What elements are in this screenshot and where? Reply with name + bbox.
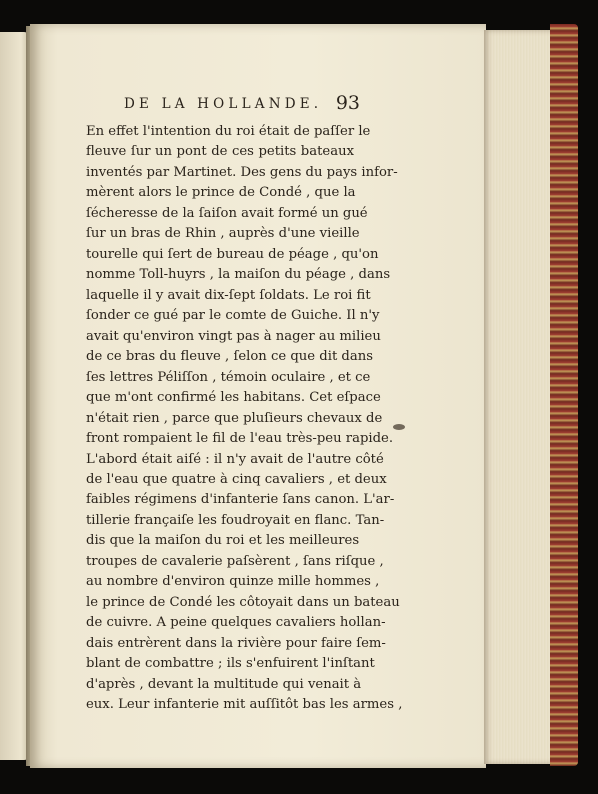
text-line: mèrent alors le prince de Condé , que la <box>86 185 356 201</box>
text-line: inventés par Martinet. Des gens du pays infor- <box>86 164 398 180</box>
text-line: ſes lettres Péliſſon , témoin oculaire , et ce <box>86 369 371 385</box>
text-line: le prince de Condé les côtoyait dans un bateau <box>86 594 400 610</box>
text-line: tillerie françaiſe les foudroyait en flanc. Tan- <box>86 512 385 528</box>
page-header <box>124 92 360 118</box>
text-line: tourelle qui ſert de bureau de péage , qu'on <box>86 246 379 262</box>
text-line: de ce bras du fleuve , ſelon ce que dit dans <box>86 349 373 365</box>
text-line: n'était rien , parce que pluſieurs chevaux de <box>86 410 383 426</box>
text-line: ſonder ce gué par le comte de Guiche. Il n'y <box>86 308 380 324</box>
text-line: dais entrèrent dans la rivière pour faire ſem- <box>86 635 386 651</box>
text-line: front rompaient le fil de l'eau très-peu rapide. <box>86 431 394 447</box>
text-line: avait qu'environ vingt pas à nager au milieu <box>86 328 381 344</box>
text-line: que m'ont confirmé les habitans. Cet eſpace <box>86 390 381 406</box>
text-line: fleuve ſur un pont de ces petits bateaux <box>86 144 354 160</box>
text-line: nomme Toll-huyrs , la maiſon du péage , dans <box>86 267 391 283</box>
text-line: troupes de cavalerie paſsèrent , ſans riſque , <box>86 553 384 569</box>
page-edges <box>484 30 558 764</box>
text-line: eux. Leur infanterie mit auſſitôt bas les armes , <box>86 697 403 713</box>
text-line: dis que la maiſon du roi et les meilleures <box>86 533 360 549</box>
text-line: de cuivre. A peine quelques cavaliers hollan- <box>86 615 386 631</box>
text-line: laquelle il y avait dix-ſept ſoldats. Le roi fit <box>86 287 371 303</box>
text-line: ſécheresse de la ſaiſon avait formé un gué <box>86 205 368 221</box>
book-cover-edge <box>550 24 578 766</box>
page-number: 93 <box>335 92 360 114</box>
running-head: DE LA HOLLANDE. <box>124 96 323 112</box>
ink-spot <box>393 424 405 430</box>
text-line: d'après , devant la multitude qui venait à <box>86 676 362 692</box>
text-line: blant de combattre ; ils s'enfuirent l'inſtant <box>86 656 375 672</box>
text-line: faibles régimens d'infanterie ſans canon. L'ar- <box>86 492 395 508</box>
text-line: de l'eau que quatre à cinq cavaliers , et deux <box>86 471 387 487</box>
text-line: ſur un bras de Rhin , auprès d'une vieille <box>86 226 360 242</box>
text-line: au nombre d'environ quinze mille hommes , <box>86 574 380 590</box>
text-line: En effet l'intention du roi était de paſſer le <box>86 124 371 139</box>
text-line: L'abord était aiſé : il n'y avait de l'autre côté <box>86 451 384 467</box>
body-text <box>86 122 403 716</box>
